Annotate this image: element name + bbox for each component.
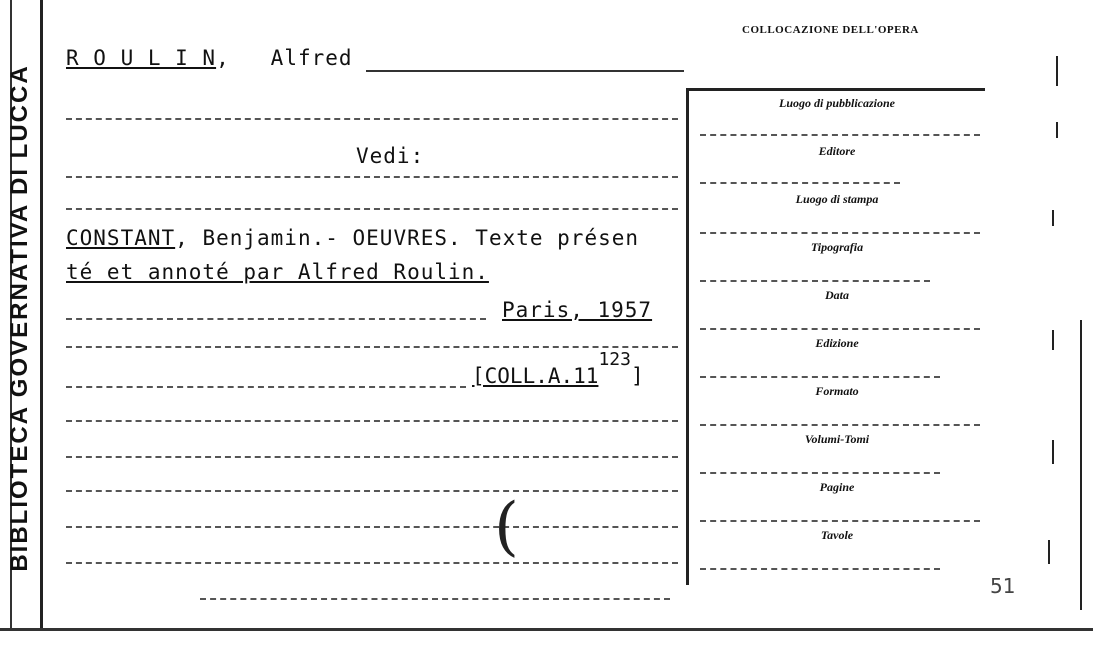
edge-mark [1052, 330, 1054, 350]
rule-line [66, 118, 678, 120]
author-comma: , [216, 46, 230, 70]
box-rule [700, 182, 900, 184]
place-year: Paris, 1957 [502, 298, 653, 322]
box-rule [700, 134, 980, 136]
entry-author: CONSTANT [66, 226, 176, 250]
box-rule [700, 280, 930, 282]
box-rule [700, 568, 940, 570]
box-rule [700, 376, 940, 378]
box-rule [700, 424, 980, 426]
rule-line [66, 456, 678, 458]
edge-mark [1048, 540, 1050, 564]
shelfmark-close: ] [630, 364, 644, 388]
field-formato: Formato [815, 384, 859, 398]
author-surname: R O U L I N [66, 46, 217, 70]
field-pagine: Pagine [819, 480, 855, 494]
shelfmark [472, 349, 644, 388]
field-volumi-tomi: Volumi-Tomi [804, 432, 870, 446]
edge-mark [1080, 320, 1082, 610]
edge-mark [1056, 56, 1058, 86]
shelfmark-superscript: 123 [598, 349, 631, 370]
field-editore: Editore [818, 144, 856, 158]
rule-line [66, 386, 466, 388]
entry-line-1 [66, 226, 639, 250]
rule-line [66, 562, 678, 564]
vedi-label: Vedi: [356, 144, 425, 168]
corner-mark: 51 [990, 574, 1016, 598]
author-firstname: Alfred [270, 46, 353, 70]
rule-line [66, 208, 678, 210]
field-luogo-pubblicazione: Luogo di pubblicazione [778, 96, 895, 110]
field-luogo-stampa: Luogo di stampa [795, 192, 879, 206]
shelfmark-main: [COLL.A.11 [472, 364, 599, 388]
box-rule [700, 472, 940, 474]
rule-line [66, 346, 678, 348]
box-rule [700, 232, 980, 234]
entry-line-2: té et annoté par Alfred Roulin. [66, 260, 489, 284]
field-tipografia: Tipografia [810, 240, 864, 254]
edge-mark [1056, 122, 1058, 138]
collocation-label: COLLOCAZIONE DELL'OPERA [742, 24, 919, 36]
entry-line-1-rest: , Benjamin.- OEUVRES. Texte présen [175, 226, 640, 250]
field-tavole: Tavole [820, 528, 854, 542]
rule-line [366, 70, 684, 72]
rule-line [66, 318, 486, 320]
handwritten-mark: ( [494, 490, 519, 564]
rule-line [200, 598, 670, 600]
rule-line [66, 526, 678, 528]
rule-line [66, 176, 678, 178]
edge-mark [1052, 210, 1054, 226]
author-heading [66, 46, 353, 70]
field-data: Data [825, 288, 849, 302]
edge-mark [1052, 440, 1054, 464]
rule-line [66, 490, 678, 492]
bottom-border [0, 628, 1093, 631]
spine-stamp [0, 0, 43, 630]
rule-line [66, 420, 678, 422]
library-stamp: BIBLIOTECA GOVERNATIVA DI LUCCA [6, 64, 33, 572]
box-rule [700, 328, 980, 330]
box-rule [700, 520, 980, 522]
field-edizione: Edizione [815, 336, 859, 350]
